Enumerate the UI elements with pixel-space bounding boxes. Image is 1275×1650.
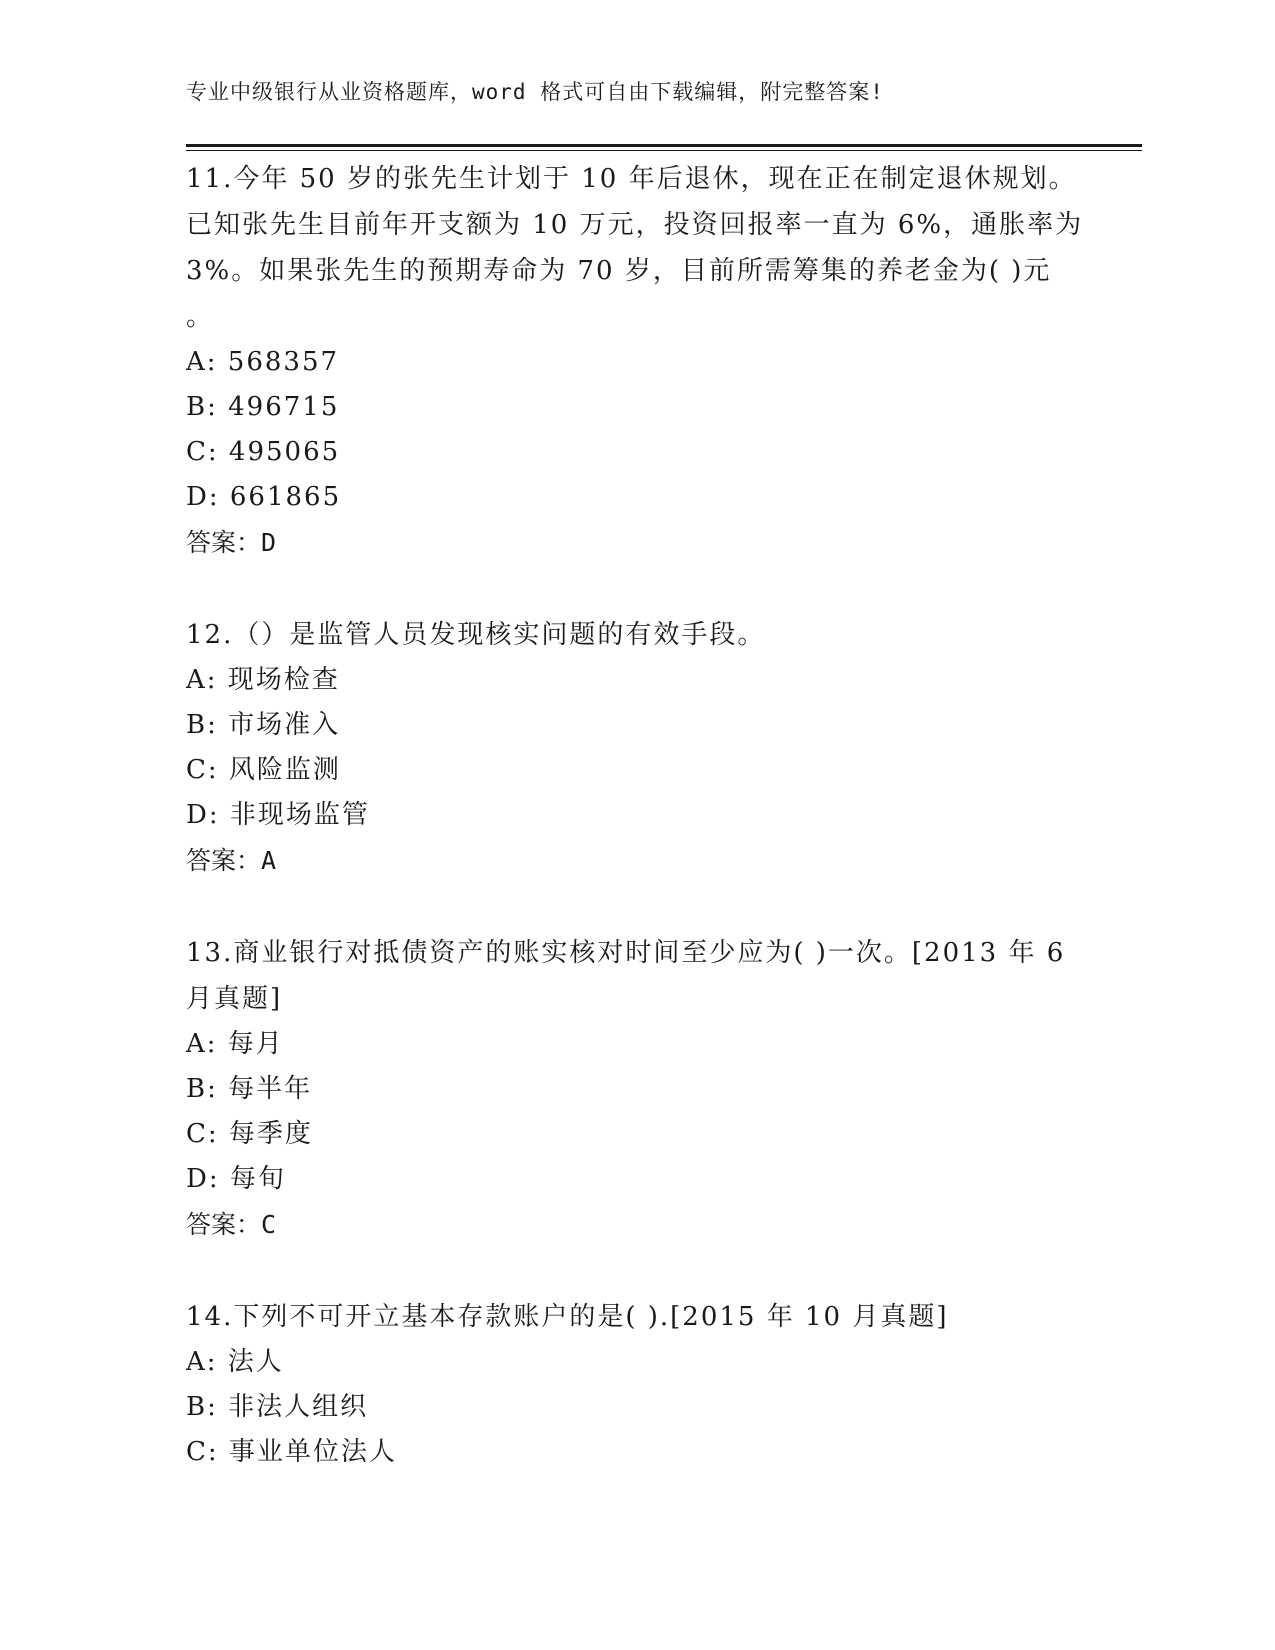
question-11	[186, 156, 1086, 566]
question-text-line: 已知张先生目前年开支额为 10 万元，投资回报率一直为 6%，通胀率为	[186, 210, 1084, 240]
spacer	[186, 566, 1086, 612]
question-13	[186, 930, 1086, 1248]
option-c: C: 每季度	[186, 1119, 313, 1149]
question-list	[186, 156, 1086, 1475]
option-a: A: 568357	[186, 347, 340, 377]
option-b: B: 每半年	[186, 1074, 313, 1104]
header-rule-thin	[186, 150, 1142, 151]
question-12	[186, 612, 1086, 884]
question-14	[186, 1294, 1086, 1475]
spacer	[186, 1248, 1086, 1294]
option-b: B: 市场准入	[186, 710, 341, 740]
answer-line: 答案：D	[186, 528, 277, 557]
question-text-line: 月真题]	[186, 984, 283, 1014]
option-a: A: 每月	[186, 1029, 284, 1059]
question-text-line: 。	[186, 302, 215, 332]
option-d: D: 每旬	[186, 1164, 286, 1194]
question-text-line: 3%。如果张先生的预期寿命为 70 岁，目前所需筹集的养老金为( )元	[186, 256, 1052, 286]
option-d: D: 661865	[186, 482, 342, 512]
question-text-line: 14.下列不可开立基本存款账户的是( ).[2015 年 10 月真题]	[186, 1302, 949, 1332]
option-d: D: 非现场监管	[186, 800, 370, 830]
spacer	[186, 884, 1086, 930]
option-c: C: 风险监测	[186, 755, 341, 785]
answer-line: 答案：A	[186, 846, 277, 875]
option-c: C: 事业单位法人	[186, 1437, 397, 1467]
answer-line: 答案：C	[186, 1210, 277, 1239]
header-rule	[186, 144, 1142, 147]
option-b: B: 非法人组织	[186, 1392, 369, 1422]
page-header: 专业中级银行从业资格题库，word 格式可自由下载编辑，附完整答案!	[186, 80, 884, 104]
question-text-line: 11.今年 50 岁的张先生计划于 10 年后退休，现在正在制定退休规划。	[186, 164, 1077, 194]
question-text-line: 13.商业银行对抵债资产的账实核对时间至少应为( )一次。[2013 年 6	[186, 938, 1066, 968]
option-a: A: 法人	[186, 1347, 284, 1377]
option-c: C: 495065	[186, 437, 341, 467]
option-b: B: 496715	[186, 392, 340, 422]
question-text-line: 12.（）是监管人员发现核实问题的有效手段。	[186, 620, 766, 650]
option-a: A: 现场检查	[186, 665, 340, 695]
